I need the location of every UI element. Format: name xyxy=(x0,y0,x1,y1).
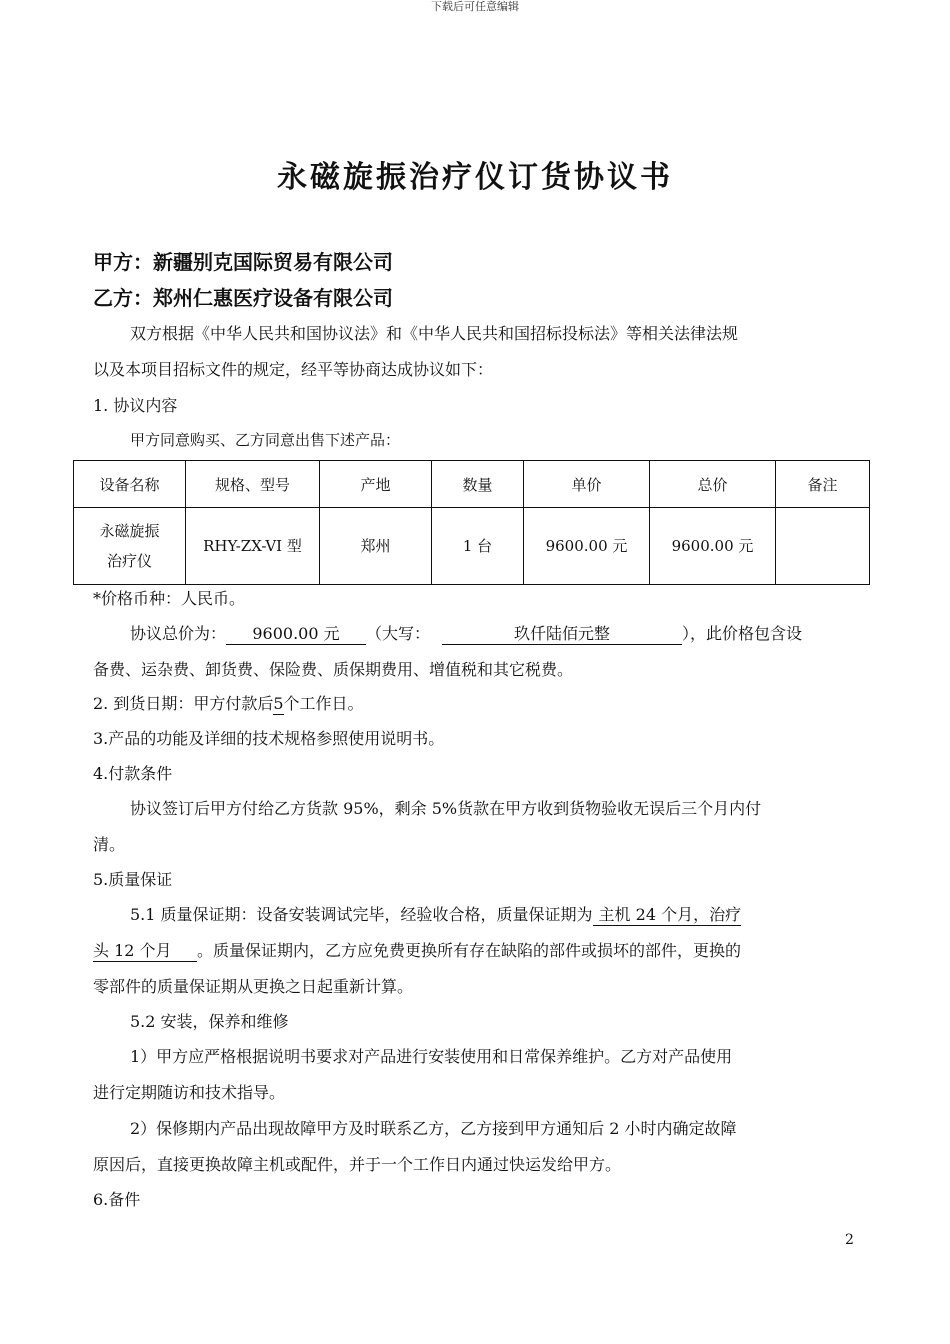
section-5-2-title: 5.2 安装，保养和维修 xyxy=(130,1012,289,1031)
header-cell: 产地 xyxy=(320,461,432,508)
table-header-row xyxy=(74,461,870,508)
delivery-days: 5 xyxy=(273,694,284,713)
cell-device-name xyxy=(74,508,186,585)
order-table xyxy=(73,460,870,585)
device-name-line-2: 治疗仪 xyxy=(106,552,152,570)
section-5-1-line-1 xyxy=(130,903,741,927)
document-title: 永磁旋振治疗仪订货协议书 xyxy=(277,160,673,195)
section-5-2-item-1-line-2: 进行定期随访和技术指导。 xyxy=(93,1083,286,1102)
section-5-1-line-3: 零部件的质量保证期从更换之日起重新计算。 xyxy=(93,977,414,996)
delivery-suffix: 个工作日。 xyxy=(283,694,364,713)
section-4-title: 4.付款条件 xyxy=(93,764,173,783)
party-b: 乙方：郑州仁惠医疗设备有限公司 xyxy=(93,286,393,310)
cell-model: RHY-ZX-VI 型 xyxy=(186,508,320,585)
header-cell: 规格、型号 xyxy=(186,461,320,508)
section-4-line-2: 清。 xyxy=(93,835,126,854)
section-5-1-line-2 xyxy=(93,939,741,963)
warranty-period-part-1: 主机 24 个月，治疗 xyxy=(593,905,742,926)
currency-note: *价格币种：人民币。 xyxy=(93,589,246,608)
delivery-prefix: 2. 到货日期：甲方付款后 xyxy=(93,694,274,713)
section-5-2-item-1-line-1: 1）甲方应严格根据说明书要求对产品进行安装使用和日常保养维护。乙方对产品使用 xyxy=(130,1047,733,1066)
party-a: 甲方：新疆别克国际贸易有限公司 xyxy=(93,250,393,274)
header-cell: 总价 xyxy=(650,461,776,508)
cell-total-price: 9600.00 元 xyxy=(650,508,776,585)
header-cell: 单价 xyxy=(524,461,650,508)
total-mid: （大写： xyxy=(366,624,431,643)
header-note: 下载后可任意编辑 xyxy=(431,0,519,13)
warranty-period-part-2: 头 12 个月 xyxy=(93,941,197,962)
page-number: 2 xyxy=(845,1232,854,1248)
total-price-line xyxy=(130,622,802,646)
section-1-title: 1. 协议内容 xyxy=(93,396,178,415)
header-cell: 设备名称 xyxy=(74,461,186,508)
section-5-title: 5.质量保证 xyxy=(93,870,173,889)
total-amount: 9600.00 元 xyxy=(226,624,366,645)
table-row xyxy=(74,508,870,585)
cell-origin: 郑州 xyxy=(320,508,432,585)
section-5-2-item-2-line-2: 原因后，直接更换故障主机或配件，并于一个工作日内通过快运发给甲方。 xyxy=(93,1155,622,1174)
warranty-suffix: 。质量保证期内，乙方应免费更换所有存在缺陷的部件或损坏的部件，更换的 xyxy=(197,941,742,960)
intro-line-2: 以及本项目招标文件的规定，经平等协商达成协议如下： xyxy=(93,360,494,379)
section-3: 3.产品的功能及详细的技术规格参照使用说明书。 xyxy=(93,729,445,748)
total-prefix: 协议总价为： xyxy=(130,624,227,643)
header-cell: 数量 xyxy=(432,461,524,508)
warranty-prefix: 5.1 质量保证期：设备安装调试完毕，经验收合格，质量保证期为 xyxy=(130,905,593,924)
total-suffix: ），此价格包含设 xyxy=(682,624,803,643)
section-4-line-1: 协议签订后甲方付给乙方货款 95%，剩余 5%货款在甲方收到货物验收无误后三个月内付 xyxy=(130,799,762,818)
total-amount-words: 玖仟陆佰元整 xyxy=(442,624,682,645)
cell-quantity: 1 台 xyxy=(432,508,524,585)
cell-remark xyxy=(776,508,870,585)
section-1-text: 甲方同意购买、乙方同意出售下述产品： xyxy=(130,431,401,449)
section-6-title: 6.备件 xyxy=(93,1190,141,1209)
section-2 xyxy=(93,692,364,716)
intro-line-1: 双方根据《中华人民共和国协议法》和《中华人民共和国招标投标法》等相关法律法规 xyxy=(130,324,739,343)
header-cell: 备注 xyxy=(776,461,870,508)
section-5-2-item-2-line-1: 2）保修期内产品出现故障甲方及时联系乙方，乙方接到甲方通知后 2 小时内确定故障 xyxy=(130,1119,737,1138)
cell-unit-price: 9600.00 元 xyxy=(524,508,650,585)
device-name-line-1: 永磁旋振 xyxy=(99,522,160,540)
total-price-line-2: 备费、运杂费、卸货费、保险费、质保期费用、增值税和其它税费。 xyxy=(93,660,574,679)
